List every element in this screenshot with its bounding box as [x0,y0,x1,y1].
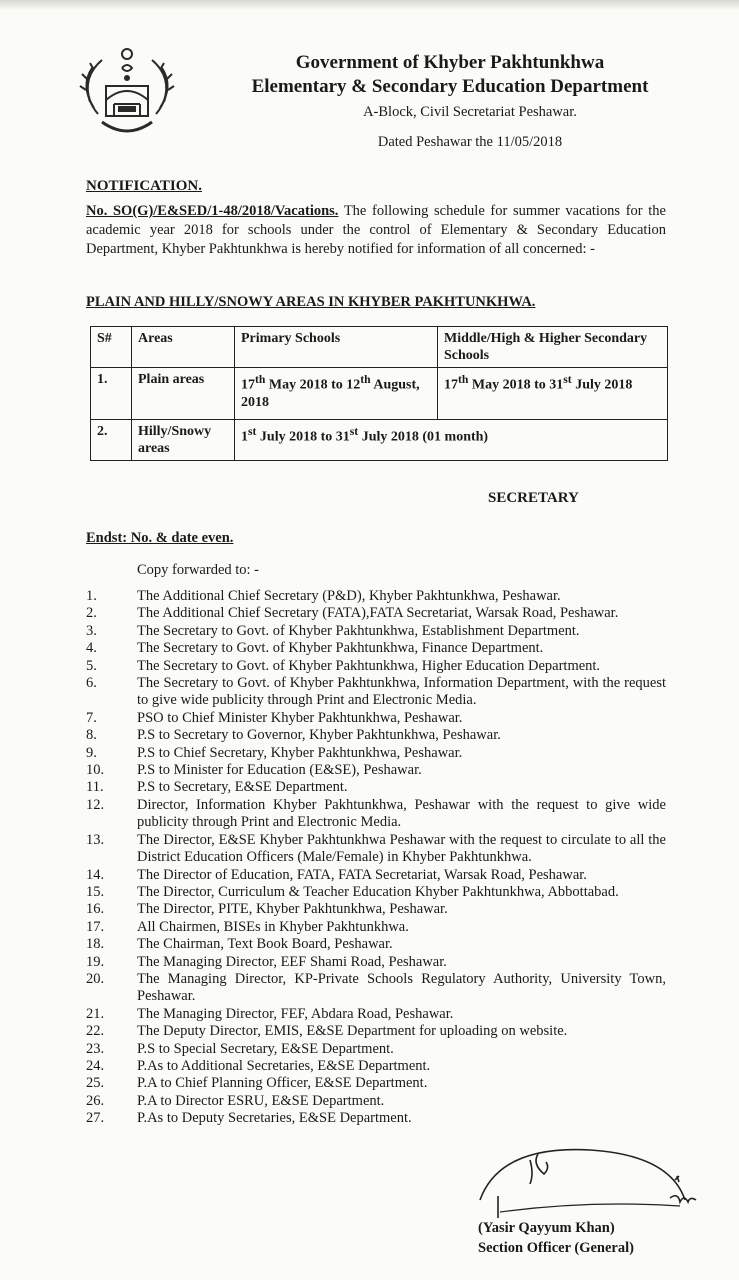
list-item [86,1058,666,1075]
list-item-number: 3. [86,622,97,639]
list-item-number: 8. [86,727,97,744]
list-item-number: 23. [86,1040,105,1057]
list-item [86,1023,666,1040]
list-item-text: The Secretary to Govt. of Khyber Pakhtunkhwa, Information Department, with the request to give wide publicity through Print and Electronic Media. [137,675,666,709]
list-item-number: 10. [86,762,105,779]
list-item-number: 13. [86,831,105,848]
row2-sno: 2. [91,420,132,461]
list-item-number: 18. [86,936,105,953]
list-item-text: P.A to Chief Planning Officer, E&SE Department. [137,1075,428,1092]
header-areas: Areas [132,327,235,368]
dated-line: Dated Peshawar the 11/05/2018 [377,134,563,150]
list-item-text: The Secretary to Govt. of Khyber Pakhtunkhwa, Establishment Department. [137,622,580,639]
list-item-text: The Additional Chief Secretary (P&D), Khyber Pakhtunkhwa, Peshawar. [137,588,561,604]
list-item-text: P.S to Secretary, E&SE Department. [137,779,348,796]
list-item-number: 19. [86,953,105,970]
notification-body: The following schedule for summer vacations for the academic year 2018 for schools under the control of Elementary & Secondary Education Department, Khyber Pakhtunkhwa is hereby notified for information of all concerned: - [86,203,666,257]
list-item-text: P.A to Director ESRU, E&SE Department. [137,1092,385,1109]
row1-area: Plain areas [132,368,235,420]
list-item-text: The Managing Director, EEF Shami Road, Peshawar. [137,953,447,970]
list-item [86,605,666,622]
header-sno: S# [91,327,132,368]
table-row [91,420,668,461]
list-item-number: 25. [86,1075,105,1092]
list-item-number: 15. [86,883,105,900]
notification-title: NOTIFICATION. [86,178,202,194]
list-item-number: 27. [86,1110,105,1127]
list-item-text: The Chairman, Text Book Board, Peshawar. [137,936,393,953]
header-primary: Primary Schools [235,327,438,368]
list-item [86,936,666,953]
list-item [86,1110,666,1127]
list-item-text: The Director, Curriculum & Teacher Education Khyber Pakhtunkhwa, Abbottabad. [137,883,619,900]
list-item-text: P.As to Deputy Secretaries, E&SE Department. [137,1110,412,1127]
list-item [86,1093,666,1110]
handwritten-signature-icon [470,1140,700,1220]
list-item-text: The Secretary to Govt. of Khyber Pakhtunkhwa, Finance Department. [137,640,544,657]
list-item [86,884,666,901]
list-item-text: The Director, E&SE Khyber Pakhtunkhwa Peshawar with the request to circulate to all the District Education Officers (Male/Female) in Khyber Pakhtunkhwa. [137,831,666,866]
list-item [86,640,666,657]
list-item [86,588,666,605]
row2-schedule: 1st July 2018 to 31st July 2018 (01 month) [235,420,668,461]
list-item-number: 9. [86,744,97,761]
list-item-number: 24. [86,1057,105,1074]
scan-top-edge [0,0,739,10]
list-item-number: 2. [86,605,97,622]
secretary-label: SECRETARY [488,490,579,506]
list-item [86,727,666,744]
row1-sno: 1. [91,368,132,420]
notification-reference: No. SO(G)/E&SED/1-48/2018/Vacations. [86,203,339,219]
list-item [86,779,666,796]
list-item-text: P.S to Secretary to Governor, Khyber Pakhtunkhwa, Peshawar. [137,727,501,744]
list-item [86,623,666,640]
list-item-text: The Director, PITE, Khyber Pakhtunkhwa, Peshawar. [137,901,448,918]
list-item-number: 11. [86,779,104,796]
list-item-text: All Chairmen, BISEs in Khyber Pakhtunkhwa. [137,918,409,935]
signatory-title: Section Officer (General) [478,1240,634,1256]
row1-primary: 17th May 2018 to 12th August, 2018 [235,368,438,420]
list-item [86,710,666,727]
list-item [86,762,666,779]
table-header-row [91,327,668,368]
header-address: A-Block, Civil Secretariat Peshawar. [363,104,577,120]
list-item [86,919,666,936]
list-item-number: 4. [86,640,97,657]
header-middle-high: Middle/High & Higher Secondary Schools [438,327,668,368]
signatory-name: (Yasir Qayyum Khan) [478,1220,615,1236]
list-item-number: 1. [86,588,97,604]
list-item [86,832,666,867]
list-item-number: 21. [86,1005,105,1022]
list-item-number: 5. [86,657,97,674]
table-row [91,368,668,420]
list-item-text: The Deputy Director, EMIS, E&SE Department for uploading on website. [137,1023,568,1040]
list-item-text: The Secretary to Govt. of Khyber Pakhtunkhwa, Higher Education Department. [137,657,601,674]
kp-government-emblem-icon [72,42,182,146]
section-heading: PLAIN AND HILLY/SNOWY AREAS IN KHYBER PAKHTUNKHWA. [86,294,536,310]
list-item-number: 6. [86,675,97,692]
list-item-text: P.S to Special Secretary, E&SE Department. [137,1040,394,1057]
list-item [86,797,666,832]
list-item [86,867,666,884]
list-item [86,658,666,675]
header-department: Elementary & Secondary Education Department [251,76,649,97]
header-government: Government of Khyber Pakhtunkhwa [295,52,605,73]
list-item [86,1041,666,1058]
list-item-number: 7. [86,709,97,726]
endorsement-line: Endst: No. & date even. [86,530,234,546]
vacation-schedule-table [90,326,668,461]
list-item-text: P.S to Minister for Education (E&SE), Peshawar. [137,762,422,779]
notification-paragraph [86,202,666,259]
list-item-number: 20. [86,970,105,987]
list-item-number: 22. [86,1023,105,1040]
list-item-number: 17. [86,918,105,935]
row2-area: Hilly/Snowy areas [132,420,235,461]
list-item-number: 16. [86,901,105,918]
list-item [86,745,666,762]
list-item [86,954,666,971]
recipient-list [86,588,666,1128]
list-item-number: 26. [86,1092,105,1109]
list-item-text: Director, Information Khyber Pakhtunkhwa, Peshawar with the request to give wide publicity through Print and Electronic Media. [137,796,666,831]
list-item [86,1075,666,1092]
list-item-text: PSO to Chief Minister Khyber Pakhtunkhwa, Peshawar. [137,709,463,726]
list-item [86,1006,666,1023]
list-item-text: The Additional Chief Secretary (FATA),FATA Secretariat, Warsak Road, Peshawar. [137,605,619,622]
list-item-text: The Director of Education, FATA, FATA Secretariat, Warsak Road, Peshawar. [137,866,587,883]
list-item [86,901,666,918]
list-item-number: 14. [86,866,105,883]
list-item [86,971,666,1006]
list-item-text: The Managing Director, FEF, Abdara Road, Peshawar. [137,1005,454,1022]
list-item-text: P.As to Additional Secretaries, E&SE Department. [137,1057,431,1074]
list-item [86,675,666,710]
list-item-number: 12. [86,796,105,813]
list-item-text: The Managing Director, KP-Private Schools Regulatory Authority, University Town, Peshawar. [137,970,666,1005]
copy-forwarded-label: Copy forwarded to: - [137,562,260,578]
list-item-text: P.S to Chief Secretary, Khyber Pakhtunkhwa, Peshawar. [137,744,463,761]
row1-middle-high: 17th May 2018 to 31st July 2018 [438,368,668,420]
